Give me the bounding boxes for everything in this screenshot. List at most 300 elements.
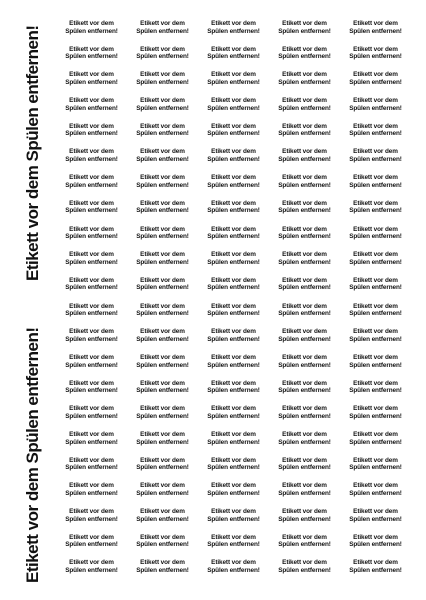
small-label-line1: Etikett vor dem — [282, 456, 327, 464]
small-label — [340, 174, 411, 200]
small-label — [127, 303, 198, 329]
small-label — [198, 97, 269, 123]
small-label-line2: Spülen entfernen! — [278, 541, 331, 549]
small-label — [127, 508, 198, 534]
small-label — [340, 380, 411, 406]
small-label — [127, 71, 198, 97]
small-label-line1: Etikett vor dem — [211, 276, 256, 284]
small-label — [269, 405, 340, 431]
small-label-line2: Spülen entfernen! — [136, 207, 189, 215]
small-label-line2: Spülen entfernen! — [65, 387, 118, 395]
small-label-line2: Spülen entfernen! — [349, 27, 402, 35]
small-label-line1: Etikett vor dem — [353, 328, 398, 336]
small-label-line1: Etikett vor dem — [69, 405, 114, 413]
small-label-line2: Spülen entfernen! — [136, 361, 189, 369]
small-label-line1: Etikett vor dem — [353, 45, 398, 53]
small-label-line2: Spülen entfernen! — [207, 78, 260, 86]
small-label — [269, 328, 340, 354]
small-label-line1: Etikett vor dem — [69, 508, 114, 516]
small-label — [340, 534, 411, 560]
small-label-line1: Etikett vor dem — [211, 20, 256, 27]
small-label — [198, 380, 269, 406]
small-label — [269, 71, 340, 97]
small-label — [269, 380, 340, 406]
small-label-line1: Etikett vor dem — [353, 431, 398, 438]
small-label-line1: Etikett vor dem — [69, 71, 114, 79]
small-label-line2: Spülen entfernen! — [278, 53, 331, 61]
small-label-line1: Etikett vor dem — [69, 302, 114, 310]
small-label-line2: Spülen entfernen! — [278, 207, 331, 215]
small-label-line2: Spülen entfernen! — [278, 78, 331, 86]
small-label — [269, 251, 340, 277]
small-label — [269, 46, 340, 72]
small-label — [269, 559, 340, 585]
small-label-line2: Spülen entfernen! — [207, 464, 260, 472]
small-label-line1: Etikett vor dem — [69, 328, 114, 336]
small-label-line2: Spülen entfernen! — [136, 156, 189, 164]
small-label-line2: Spülen entfernen! — [136, 53, 189, 61]
small-label-line2: Spülen entfernen! — [65, 438, 118, 446]
small-label — [198, 277, 269, 303]
small-label-line1: Etikett vor dem — [69, 456, 114, 464]
small-label-line1: Etikett vor dem — [140, 456, 185, 464]
small-label-line2: Spülen entfernen! — [278, 233, 331, 241]
small-label-line2: Spülen entfernen! — [207, 412, 260, 420]
small-label-line1: Etikett vor dem — [353, 71, 398, 79]
small-label — [340, 226, 411, 252]
small-label-line2: Spülen entfernen! — [349, 412, 402, 420]
small-label-line2: Spülen entfernen! — [207, 207, 260, 215]
small-label-line2: Spülen entfernen! — [207, 181, 260, 189]
small-label-line2: Spülen entfernen! — [349, 130, 402, 138]
small-label-line1: Etikett vor dem — [140, 276, 185, 284]
small-label-line2: Spülen entfernen! — [65, 541, 118, 549]
small-label-line2: Spülen entfernen! — [136, 464, 189, 472]
small-label-line1: Etikett vor dem — [211, 45, 256, 53]
small-label-line2: Spülen entfernen! — [136, 438, 189, 446]
small-label-line1: Etikett vor dem — [69, 148, 114, 156]
small-label-line2: Spülen entfernen! — [207, 438, 260, 446]
small-label-line1: Etikett vor dem — [353, 302, 398, 310]
small-label — [340, 354, 411, 380]
small-label-line1: Etikett vor dem — [282, 533, 327, 541]
small-label — [198, 226, 269, 252]
small-label-line2: Spülen entfernen! — [207, 104, 260, 112]
small-label-line2: Spülen entfernen! — [349, 104, 402, 112]
small-label-line2: Spülen entfernen! — [278, 284, 331, 292]
small-label-line2: Spülen entfernen! — [65, 335, 118, 343]
small-label-line1: Etikett vor dem — [211, 533, 256, 541]
small-label-line2: Spülen entfernen! — [65, 104, 118, 112]
small-label — [127, 482, 198, 508]
small-label-line2: Spülen entfernen! — [207, 489, 260, 497]
small-label-line1: Etikett vor dem — [353, 405, 398, 413]
small-label — [127, 559, 198, 585]
small-label-line2: Spülen entfernen! — [65, 130, 118, 138]
small-label — [127, 97, 198, 123]
small-label-line2: Spülen entfernen! — [207, 233, 260, 241]
small-label — [127, 174, 198, 200]
small-label-line2: Spülen entfernen! — [278, 387, 331, 395]
small-label-line2: Spülen entfernen! — [349, 464, 402, 472]
small-label-line1: Etikett vor dem — [69, 20, 114, 27]
small-label-line1: Etikett vor dem — [140, 328, 185, 336]
small-label-line2: Spülen entfernen! — [136, 258, 189, 266]
small-label-line2: Spülen entfernen! — [278, 156, 331, 164]
small-label — [269, 508, 340, 534]
small-label — [56, 174, 127, 200]
small-label-line2: Spülen entfernen! — [207, 27, 260, 35]
small-label-line2: Spülen entfernen! — [136, 27, 189, 35]
small-label-line2: Spülen entfernen! — [136, 104, 189, 112]
small-label-line2: Spülen entfernen! — [207, 361, 260, 369]
small-label-line2: Spülen entfernen! — [349, 78, 402, 86]
small-label-line2: Spülen entfernen! — [136, 310, 189, 318]
small-label-line1: Etikett vor dem — [282, 302, 327, 310]
small-label — [56, 251, 127, 277]
small-label-line2: Spülen entfernen! — [349, 541, 402, 549]
small-label — [56, 226, 127, 252]
small-label-line1: Etikett vor dem — [69, 45, 114, 53]
small-label — [127, 354, 198, 380]
small-label-line1: Etikett vor dem — [211, 405, 256, 413]
small-label — [198, 482, 269, 508]
small-label-line2: Spülen entfernen! — [136, 489, 189, 497]
small-label — [127, 328, 198, 354]
small-label-line1: Etikett vor dem — [282, 508, 327, 516]
small-label-line2: Spülen entfernen! — [65, 78, 118, 86]
small-label-line2: Spülen entfernen! — [207, 284, 260, 292]
small-label-line2: Spülen entfernen! — [65, 207, 118, 215]
small-label — [127, 380, 198, 406]
small-label-line1: Etikett vor dem — [282, 97, 327, 105]
small-label-line1: Etikett vor dem — [140, 379, 185, 387]
small-label-line1: Etikett vor dem — [353, 20, 398, 27]
small-label-line1: Etikett vor dem — [211, 302, 256, 310]
small-label-line1: Etikett vor dem — [140, 353, 185, 361]
small-label — [127, 200, 198, 226]
small-label-line2: Spülen entfernen! — [136, 515, 189, 523]
small-label — [198, 431, 269, 457]
small-label-line1: Etikett vor dem — [282, 431, 327, 438]
small-label-line1: Etikett vor dem — [353, 148, 398, 156]
small-label — [269, 148, 340, 174]
small-label-line2: Spülen entfernen! — [207, 541, 260, 549]
small-label-line1: Etikett vor dem — [282, 20, 327, 27]
small-label-line2: Spülen entfernen! — [278, 515, 331, 523]
small-label-line1: Etikett vor dem — [211, 431, 256, 438]
small-label-line2: Spülen entfernen! — [207, 310, 260, 318]
small-label — [56, 303, 127, 329]
small-label — [340, 277, 411, 303]
small-label-line2: Spülen entfernen! — [65, 258, 118, 266]
small-label-line1: Etikett vor dem — [353, 122, 398, 130]
small-label — [198, 200, 269, 226]
small-label-grid — [56, 20, 411, 585]
small-label — [198, 303, 269, 329]
small-label-line1: Etikett vor dem — [282, 174, 327, 182]
small-label-line1: Etikett vor dem — [140, 71, 185, 79]
small-label-line2: Spülen entfernen! — [207, 515, 260, 523]
small-label-line1: Etikett vor dem — [69, 97, 114, 105]
small-label — [127, 123, 198, 149]
vertical-label-top: Etikett vor dem Spülen entfernen! — [23, 25, 42, 281]
small-label — [198, 46, 269, 72]
small-label — [269, 97, 340, 123]
small-label — [269, 303, 340, 329]
small-label — [340, 123, 411, 149]
small-label — [127, 46, 198, 72]
small-label — [340, 457, 411, 483]
small-label — [127, 457, 198, 483]
small-label-line2: Spülen entfernen! — [207, 130, 260, 138]
small-label-line2: Spülen entfernen! — [136, 335, 189, 343]
small-label-line1: Etikett vor dem — [353, 533, 398, 541]
small-label — [56, 328, 127, 354]
small-label — [198, 534, 269, 560]
small-label-line2: Spülen entfernen! — [349, 489, 402, 497]
small-label-line1: Etikett vor dem — [69, 431, 114, 438]
small-label-line2: Spülen entfernen! — [278, 104, 331, 112]
small-label — [269, 200, 340, 226]
small-label-line2: Spülen entfernen! — [349, 515, 402, 523]
small-label-line2: Spülen entfernen! — [278, 181, 331, 189]
small-label-line2: Spülen entfernen! — [349, 438, 402, 446]
small-label — [198, 457, 269, 483]
small-label-line1: Etikett vor dem — [353, 508, 398, 516]
small-label-line1: Etikett vor dem — [140, 508, 185, 516]
small-label-line2: Spülen entfernen! — [136, 284, 189, 292]
small-label-line2: Spülen entfernen! — [278, 567, 331, 575]
small-label-line2: Spülen entfernen! — [136, 541, 189, 549]
small-label — [56, 380, 127, 406]
small-label-line1: Etikett vor dem — [282, 559, 327, 567]
small-label-line2: Spülen entfernen! — [278, 310, 331, 318]
small-label-line1: Etikett vor dem — [282, 45, 327, 53]
small-label-line1: Etikett vor dem — [282, 379, 327, 387]
small-label-line2: Spülen entfernen! — [136, 567, 189, 575]
small-label-line1: Etikett vor dem — [140, 251, 185, 259]
small-label-line2: Spülen entfernen! — [136, 181, 189, 189]
small-label-line2: Spülen entfernen! — [349, 310, 402, 318]
small-label-line2: Spülen entfernen! — [349, 233, 402, 241]
small-label — [198, 508, 269, 534]
small-label-line1: Etikett vor dem — [69, 353, 114, 361]
small-label — [198, 174, 269, 200]
small-label-line1: Etikett vor dem — [140, 225, 185, 233]
small-label-line2: Spülen entfernen! — [349, 181, 402, 189]
small-label-line2: Spülen entfernen! — [278, 130, 331, 138]
small-label-line1: Etikett vor dem — [140, 482, 185, 490]
small-label — [56, 457, 127, 483]
small-label-line2: Spülen entfernen! — [65, 53, 118, 61]
small-label-line1: Etikett vor dem — [353, 456, 398, 464]
small-label-line1: Etikett vor dem — [140, 559, 185, 567]
small-label — [269, 20, 340, 46]
small-label — [56, 46, 127, 72]
small-label-line2: Spülen entfernen! — [349, 258, 402, 266]
small-label — [56, 559, 127, 585]
small-label-line2: Spülen entfernen! — [349, 335, 402, 343]
small-label-line1: Etikett vor dem — [69, 122, 114, 130]
small-label-line1: Etikett vor dem — [211, 482, 256, 490]
small-label-line2: Spülen entfernen! — [65, 361, 118, 369]
small-label — [269, 226, 340, 252]
small-label-line1: Etikett vor dem — [140, 148, 185, 156]
small-label — [127, 431, 198, 457]
small-label-line2: Spülen entfernen! — [65, 181, 118, 189]
small-label — [269, 174, 340, 200]
small-label-line2: Spülen entfernen! — [136, 130, 189, 138]
small-label-line2: Spülen entfernen! — [65, 464, 118, 472]
small-label-line1: Etikett vor dem — [282, 251, 327, 259]
small-label — [56, 534, 127, 560]
small-label-line2: Spülen entfernen! — [207, 387, 260, 395]
small-label-line1: Etikett vor dem — [69, 199, 114, 207]
small-label-line2: Spülen entfernen! — [278, 464, 331, 472]
small-label — [56, 277, 127, 303]
small-label-line2: Spülen entfernen! — [278, 361, 331, 369]
small-label — [198, 559, 269, 585]
small-label-line2: Spülen entfernen! — [207, 156, 260, 164]
small-label-line1: Etikett vor dem — [69, 482, 114, 490]
small-label-line1: Etikett vor dem — [353, 482, 398, 490]
small-label — [269, 123, 340, 149]
small-label-line2: Spülen entfernen! — [65, 284, 118, 292]
small-label — [198, 148, 269, 174]
small-label-line1: Etikett vor dem — [211, 71, 256, 79]
small-label-line1: Etikett vor dem — [140, 302, 185, 310]
small-label-line1: Etikett vor dem — [140, 45, 185, 53]
small-label — [340, 431, 411, 457]
small-label-line1: Etikett vor dem — [353, 225, 398, 233]
small-label — [198, 123, 269, 149]
small-label — [56, 405, 127, 431]
small-label-line1: Etikett vor dem — [282, 353, 327, 361]
small-label-line2: Spülen entfernen! — [349, 387, 402, 395]
small-label-line2: Spülen entfernen! — [65, 567, 118, 575]
small-label — [269, 482, 340, 508]
small-label-line1: Etikett vor dem — [353, 251, 398, 259]
small-label-line2: Spülen entfernen! — [349, 284, 402, 292]
small-label — [198, 71, 269, 97]
small-label-line1: Etikett vor dem — [211, 225, 256, 233]
small-label — [340, 71, 411, 97]
small-label — [340, 303, 411, 329]
small-label — [127, 277, 198, 303]
small-label — [56, 508, 127, 534]
small-label-line1: Etikett vor dem — [211, 174, 256, 182]
small-label — [56, 148, 127, 174]
small-label-line1: Etikett vor dem — [282, 225, 327, 233]
small-label-line1: Etikett vor dem — [211, 379, 256, 387]
small-label — [269, 354, 340, 380]
small-label — [340, 482, 411, 508]
small-label-line2: Spülen entfernen! — [349, 207, 402, 215]
small-label-line1: Etikett vor dem — [282, 482, 327, 490]
small-label — [340, 405, 411, 431]
small-label — [127, 226, 198, 252]
small-label-line2: Spülen entfernen! — [136, 412, 189, 420]
small-label-line1: Etikett vor dem — [282, 148, 327, 156]
small-label — [340, 46, 411, 72]
small-label-line2: Spülen entfernen! — [278, 27, 331, 35]
small-label-line1: Etikett vor dem — [211, 148, 256, 156]
small-label-line2: Spülen entfernen! — [136, 387, 189, 395]
small-label — [340, 20, 411, 46]
small-label — [198, 405, 269, 431]
small-label-line2: Spülen entfernen! — [349, 567, 402, 575]
small-label — [127, 20, 198, 46]
small-label-line2: Spülen entfernen! — [65, 156, 118, 164]
small-label-line1: Etikett vor dem — [140, 533, 185, 541]
small-label-line2: Spülen entfernen! — [349, 53, 402, 61]
small-label-line2: Spülen entfernen! — [65, 27, 118, 35]
small-label-line1: Etikett vor dem — [353, 199, 398, 207]
small-label-line1: Etikett vor dem — [282, 276, 327, 284]
small-label-line1: Etikett vor dem — [69, 379, 114, 387]
small-label-line2: Spülen entfernen! — [136, 233, 189, 241]
small-label-line1: Etikett vor dem — [211, 97, 256, 105]
small-label — [127, 405, 198, 431]
small-label — [340, 508, 411, 534]
small-label-line1: Etikett vor dem — [140, 174, 185, 182]
small-label-line1: Etikett vor dem — [140, 122, 185, 130]
small-label-line2: Spülen entfernen! — [65, 233, 118, 241]
small-label-line1: Etikett vor dem — [282, 122, 327, 130]
small-label-line2: Spülen entfernen! — [207, 53, 260, 61]
small-label-line1: Etikett vor dem — [211, 251, 256, 259]
small-label-line2: Spülen entfernen! — [65, 310, 118, 318]
small-label-line1: Etikett vor dem — [211, 559, 256, 567]
small-label — [269, 431, 340, 457]
small-label — [340, 200, 411, 226]
small-label — [340, 148, 411, 174]
small-label — [198, 251, 269, 277]
small-label-line2: Spülen entfernen! — [349, 156, 402, 164]
small-label — [340, 328, 411, 354]
small-label — [56, 200, 127, 226]
small-label — [269, 457, 340, 483]
small-label-line1: Etikett vor dem — [140, 20, 185, 27]
small-label — [127, 148, 198, 174]
small-label-line1: Etikett vor dem — [69, 225, 114, 233]
small-label-line1: Etikett vor dem — [140, 199, 185, 207]
vertical-label-bottom: Etikett vor dem Spülen entfernen! — [23, 327, 42, 583]
small-label-line1: Etikett vor dem — [69, 276, 114, 284]
small-label — [198, 20, 269, 46]
small-label-line2: Spülen entfernen! — [278, 489, 331, 497]
small-label-line2: Spülen entfernen! — [207, 335, 260, 343]
small-label-line1: Etikett vor dem — [140, 97, 185, 105]
small-label-line2: Spülen entfernen! — [278, 335, 331, 343]
small-label-line2: Spülen entfernen! — [65, 412, 118, 420]
small-label-line1: Etikett vor dem — [211, 353, 256, 361]
small-label-line1: Etikett vor dem — [353, 559, 398, 567]
small-label — [56, 123, 127, 149]
small-label-line1: Etikett vor dem — [282, 405, 327, 413]
small-label-line2: Spülen entfernen! — [278, 438, 331, 446]
small-label-line2: Spülen entfernen! — [278, 412, 331, 420]
small-label-line1: Etikett vor dem — [140, 405, 185, 413]
small-label — [56, 354, 127, 380]
small-label-line1: Etikett vor dem — [353, 174, 398, 182]
small-label-line1: Etikett vor dem — [353, 379, 398, 387]
small-label-line2: Spülen entfernen! — [136, 78, 189, 86]
small-label-line1: Etikett vor dem — [211, 456, 256, 464]
small-label-line1: Etikett vor dem — [282, 199, 327, 207]
small-label — [56, 71, 127, 97]
